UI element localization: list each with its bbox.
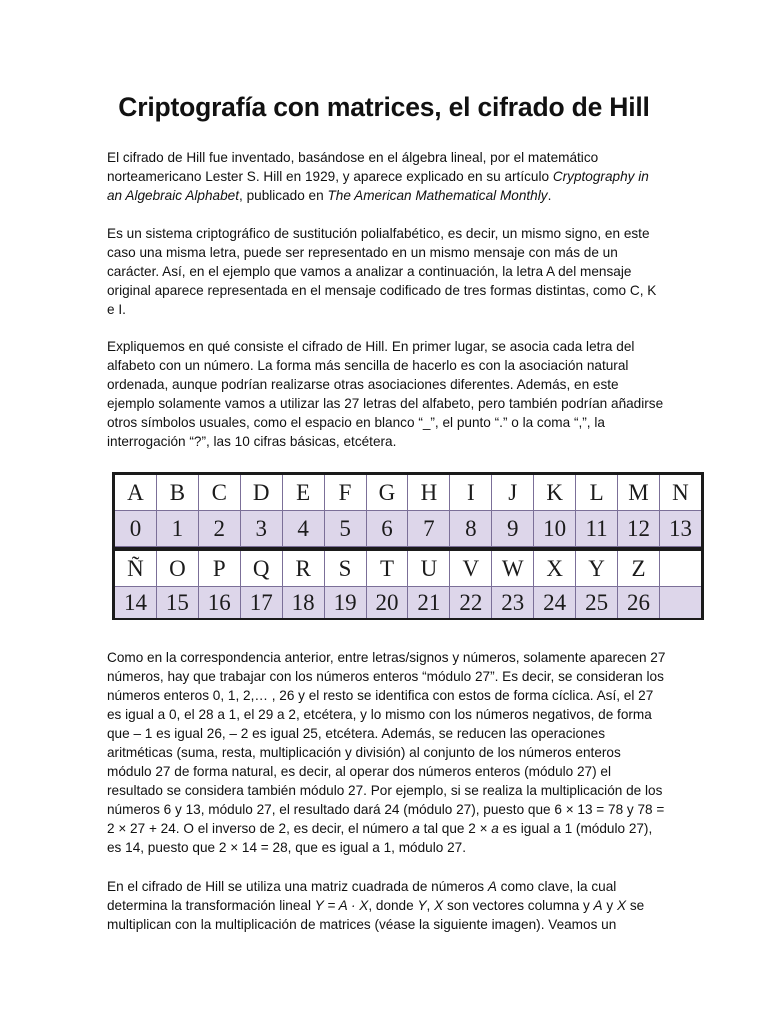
number-cell: 15 (157, 587, 199, 618)
page-title: Criptografía con matrices, el cifrado de Hill (118, 92, 650, 122)
letter-cell: G (367, 475, 409, 511)
letter-cell: E (283, 475, 325, 511)
letter-cell: Z (618, 551, 660, 587)
table-row-letters-1 (115, 475, 701, 511)
letter-cell: P (199, 551, 241, 587)
number-cell: 5 (325, 511, 367, 547)
p5-var-Y: Y (417, 898, 427, 913)
letter-cell: Q (241, 551, 283, 587)
number-cell: 2 (199, 511, 241, 547)
letter-cell: B (157, 475, 199, 511)
paragraph-1 (107, 148, 667, 205)
p1-text-c: , publicado en (239, 188, 328, 203)
p5-text-a: En el cifrado de Hill se utiliza una matriz cuadrada de números (107, 879, 488, 894)
letter-cell: C (199, 475, 241, 511)
number-cell: 11 (576, 511, 618, 547)
p5-var-X: X (434, 898, 444, 913)
letter-cell (660, 551, 701, 587)
letter-cell: Ñ (115, 551, 157, 587)
letter-cell: F (325, 475, 367, 511)
table-row-numbers-2 (115, 587, 701, 618)
number-cell: 18 (283, 587, 325, 618)
p5-text-k: y (602, 898, 617, 913)
paragraph-3: Expliquemos en qué consiste el cifrado de Hill. En primer lugar, se asocia cada letra del alfabeto con un número. La forma más sencilla de hacerlo es con la asociación natural ordenada, aunque podrían realizarse otras asociaciones diferentes. Además, en este ejemplo solamente vamos a utilizar las 27 letras del alfabeto, pero también podrían añadirse otros símbolos usuales, como el espacio en blanco “_”, el punto “.” o la coma “,”, la interrogación “?”, las 10 cifras básicas, etcétera. (107, 339, 664, 449)
letter-cell: W (492, 551, 534, 587)
p1-journal-title: The American Mathematical Monthly (327, 188, 548, 203)
number-cell: 6 (367, 511, 409, 547)
p5-text-c: como clave, la cual determina la transformación lineal (107, 879, 617, 913)
number-cell: 9 (492, 511, 534, 547)
alphabet-number-table (112, 472, 704, 620)
number-cell: 26 (618, 587, 660, 618)
p5-text-g: , (426, 898, 435, 913)
number-cell (660, 587, 701, 618)
number-cell: 12 (618, 511, 660, 547)
number-cell: 0 (115, 511, 157, 547)
paragraph-4 (107, 648, 667, 857)
p4-var-a-2: a (491, 821, 499, 836)
number-cell: 17 (241, 587, 283, 618)
p4-text-e: es igual a 1 (módulo 27), es 14, puesto que 2 × 14 = 28, que es igual a 1, módulo 27. (107, 821, 653, 855)
p4-text-a: Como en la correspondencia anterior, entre letras/signos y números, solamente aparecen 27 números, hay que trabajar con los números enteros “módulo 27”. Es decir, se consideran los números enteros 0, 1, 2,… , 26 y el resto se identifica con estos de forma cíclica. Así, el 27 es igual a 0, el 28 a 1, el 29 a 2, etcétera, y lo mismo con los números negativos, de forma que – 1 es igual 26, – 2 es igual 25, etcétera. Además, se reducen las operaciones aritméticas (suma, resta, multiplicación y división) al conjunto de los números enteros módulo 27 de forma natural, es decir, al operar dos números enteros (módulo 27) el resultado se considera también módulo 27. Por ejemplo, si se realiza la multiplicación de los números 6 y 13, módulo 27, el resultado dará 24 (módulo 27), puesto que 6 × 13 = 78 y 78 = 2 × 27 + 24. O el inverso de 2, es decir, el número (107, 650, 666, 836)
number-cell: 22 (450, 587, 492, 618)
number-cell: 23 (492, 587, 534, 618)
number-cell: 3 (241, 511, 283, 547)
letter-cell: H (408, 475, 450, 511)
number-cell: 24 (534, 587, 576, 618)
p5-text-m: se multiplican con la multiplicación de matrices (véase la siguiente imagen). Veamos un (107, 898, 645, 932)
p5-text-i: son vectores columna y (443, 898, 594, 913)
paragraph-2: Es un sistema criptográfico de sustitución polialfabético, es decir, un mismo signo, en este caso una misma letra, puede ser representado en un mismo mensaje con más de un carácter. Así, en el ejemplo que vamos a analizar a continuación, la letra A del mensaje original aparece representada en el mensaje codificado de tres formas distintas, como C, K e I. (107, 226, 657, 317)
letter-cell: L (576, 475, 618, 511)
letter-cell: R (283, 551, 325, 587)
letter-cell: A (115, 475, 157, 511)
letter-cell: D (241, 475, 283, 511)
number-cell: 14 (115, 587, 157, 618)
number-cell: 21 (408, 587, 450, 618)
letter-cell: U (408, 551, 450, 587)
table-row-numbers-1 (115, 511, 701, 547)
table-row-letters-2 (115, 551, 701, 587)
p5-equation: Y = A · X (314, 898, 369, 913)
number-cell: 1 (157, 511, 199, 547)
number-cell: 13 (660, 511, 701, 547)
p1-text-e: . (547, 188, 552, 203)
number-cell: 7 (408, 511, 450, 547)
letter-cell: S (325, 551, 367, 587)
paragraph-5 (107, 877, 667, 934)
number-cell: 4 (283, 511, 325, 547)
p5-var-X-2: X (616, 898, 627, 913)
letter-cell: M (618, 475, 660, 511)
letter-cell: Y (576, 551, 618, 587)
p5-text-e: , donde (368, 898, 418, 913)
letter-cell: V (450, 551, 492, 587)
letter-cell: X (534, 551, 576, 587)
letter-cell: J (492, 475, 534, 511)
letter-cell: T (367, 551, 409, 587)
letter-cell: O (157, 551, 199, 587)
number-cell: 16 (199, 587, 241, 618)
p1-article-title: Cryptography in an Algebraic Alphabet (107, 169, 649, 203)
p4-var-a: a (412, 821, 420, 836)
number-cell: 20 (367, 587, 409, 618)
letter-cell: N (660, 475, 701, 511)
p5-var-A: A (487, 879, 497, 894)
number-cell: 25 (576, 587, 618, 618)
number-cell: 19 (325, 587, 367, 618)
letter-cell: I (450, 475, 492, 511)
p5-var-A-2: A (593, 898, 603, 913)
number-cell: 8 (450, 511, 492, 547)
letter-cell: K (534, 475, 576, 511)
number-cell: 10 (534, 511, 576, 547)
p1-text-a: El cifrado de Hill fue inventado, basándose en el álgebra lineal, por el matemático norteamericano Lester S. Hill en 1929, y aparece explicado en su artículo (107, 150, 599, 184)
p4-text-c: tal que 2 × (419, 821, 492, 836)
